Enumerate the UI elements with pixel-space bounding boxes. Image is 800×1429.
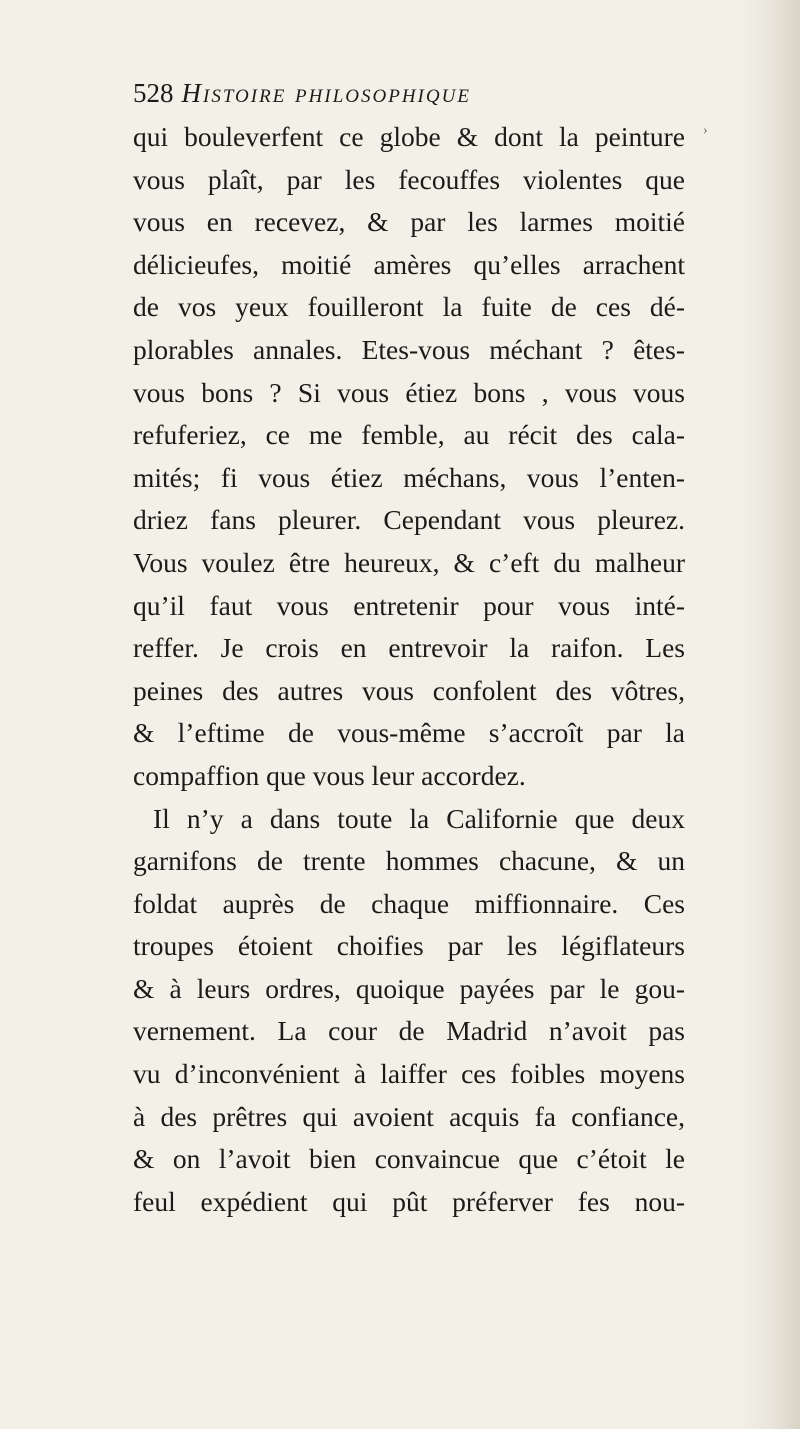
page-number: 528 — [133, 78, 174, 108]
text-line: feul expédient qui pût préferver fes nou- — [133, 1185, 685, 1217]
text-line: vu d’inconvénient à laiffer ces foibles moyens — [133, 1058, 685, 1090]
running-head — [133, 78, 733, 112]
text-line: de vos yeux fouilleront la fuite de ces dé- — [133, 291, 685, 323]
text-line: peines des autres vous confolent des vôtres, — [133, 674, 685, 706]
text-line: mités; fi vous étiez méchans, vous l’enten- — [133, 461, 685, 493]
text-line: qu’il faut vous entretenir pour vous inté- — [133, 589, 685, 621]
text-line: vous bons ? Si vous étiez bons , vous vous — [133, 376, 685, 408]
text-line: à des prêtres qui avoient acquis fa confiance, — [133, 1100, 685, 1132]
text-line: vous en recevez, & par les larmes moitié — [133, 206, 685, 238]
paragraph-end-line: compaffion que vous leur accordez. — [133, 759, 526, 791]
running-title: Histoire philosophique — [181, 78, 471, 108]
text-line: refuferiez, ce me femble, au récit des cala- — [133, 419, 685, 451]
text-line: & l’eftime de vous-même s’accroît par la — [133, 717, 685, 749]
text-line: driez fans pleurer. Cependant vous pleurez. — [133, 504, 685, 536]
text-line: vous plaît, par les fecouffes violentes que — [133, 163, 685, 195]
text-line: qui bouleverfent ce globe & dont la peinture — [133, 121, 685, 152]
paragraph-start-line: Il n’y a dans toute la Californie que deux — [153, 802, 685, 834]
text-line: délicieufes, moitié amères qu’elles arrachent — [133, 248, 685, 280]
text-line: garnifons de trente hommes chacune, & un — [133, 845, 685, 877]
body-text — [133, 116, 685, 1223]
text-line: foldat auprès de chaque miffionnaire. Ces — [133, 887, 685, 919]
text-line: & à leurs ordres, quoique payées par le gou- — [133, 972, 685, 1004]
text-line: reffer. Je crois en entrevoir la raifon. Les — [133, 632, 685, 664]
text-line: vernement. La cour de Madrid n’avoit pas — [133, 1015, 685, 1047]
text-line: troupes étoient choifies par les légiflateurs — [133, 930, 685, 962]
text-line: plorables annales. Etes-vous méchant ? êtes- — [133, 333, 685, 365]
margin-mark: › — [703, 123, 708, 138]
text-line: & on l’avoit bien convaincue que c’étoit le — [133, 1143, 685, 1175]
text-line: Vous voulez être heureux, & c’eft du malheur — [133, 546, 685, 578]
